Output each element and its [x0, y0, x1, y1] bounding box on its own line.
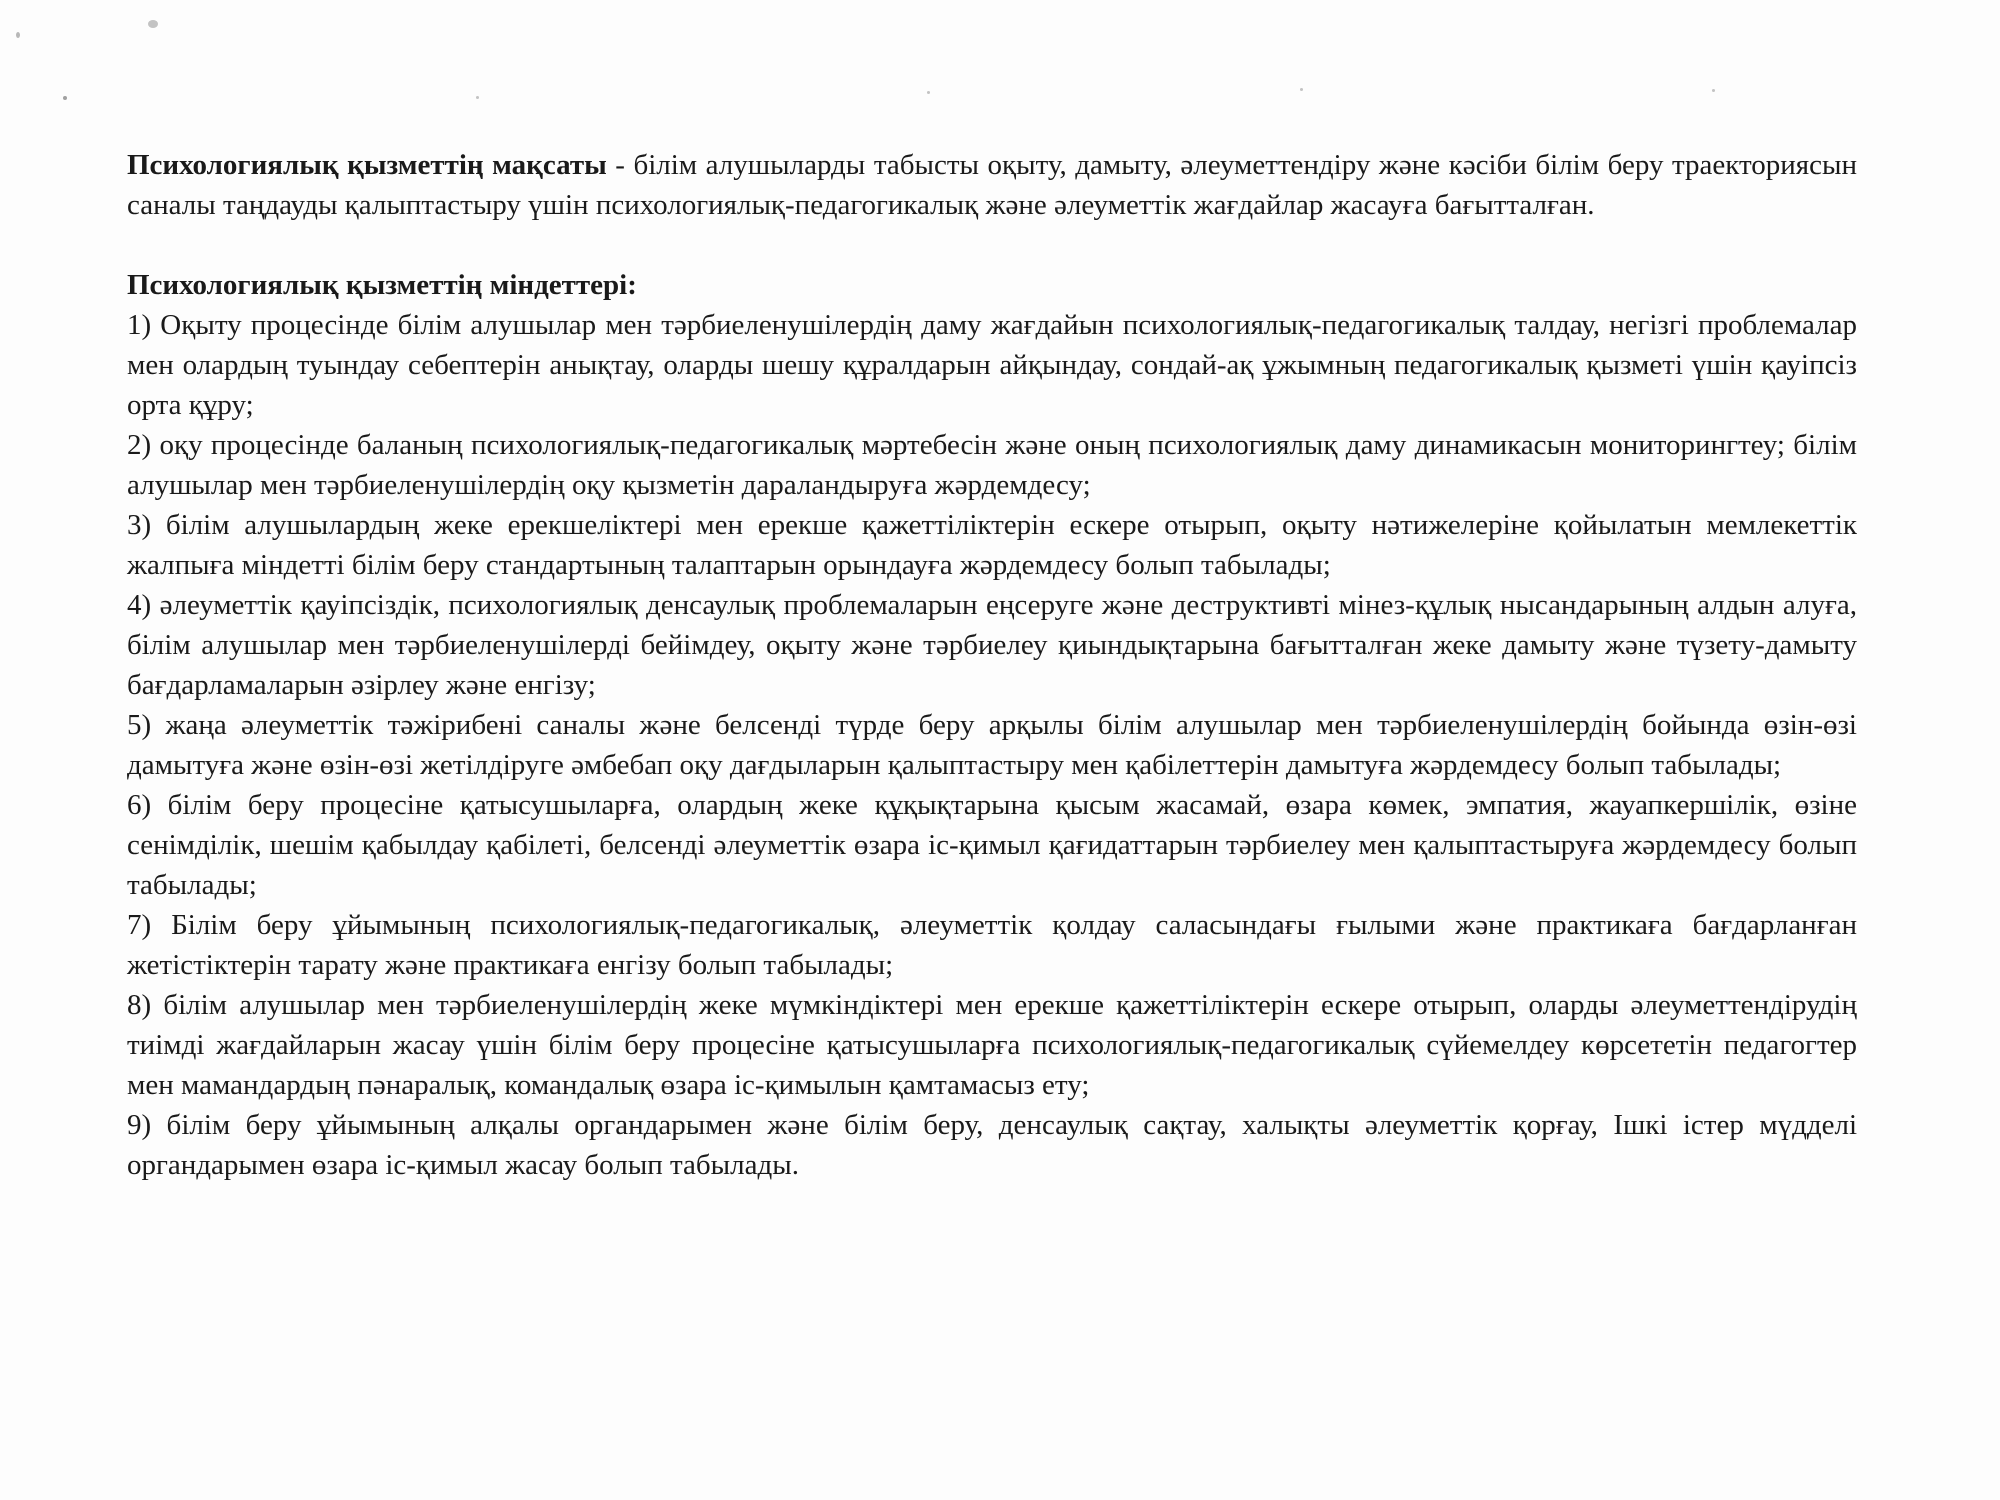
task-list	[127, 305, 1857, 1185]
scan-speck	[63, 96, 67, 100]
scan-speck	[927, 91, 930, 94]
task-item-1: 1) Оқыту процесінде білім алушылар мен тәрбиеленушілердің даму жағдайын психологиялық-педагогикалық талдау, негізгі проблемалар мен олардың туындау себептерін анықтау, оларды шешу құралдарын айқындау, сондай-ақ ұжымның педагогикалық қызметі үшін қауіпсіз орта құру;	[127, 309, 1857, 421]
goal-text: білім алушыларды табысты оқыту, дамыту, әлеуметтендіру және кәсіби білім беру траекториясын саналы таңдауды қалыптастыру үшін психологиялық-педагогикалық және әлеуметтік жағдайлар жасауға бағытталған.	[127, 149, 1857, 221]
goal-separator: -	[606, 149, 634, 181]
task-item-5: 5) жаңа әлеуметтік тәжірибені саналы және белсенді түрде беру арқылы білім алушылар мен тәрбиеленушілердің бойында өзін-өзі дамытуға және өзін-өзі жетілдіруге әмбебап оқу дағдыларын қалыптастыру мен қабілеттерін дамытуға жәрдемдесу болып табылады;	[127, 709, 1857, 781]
task-item-9: 9) білім беру ұйымының алқалы органдарымен және білім беру, денсаулық сақтау, халықты әлеуметтік қорғау, Ішкі істер мүдделі органдарымен өзара іс-қимыл жасау болып табылады.	[127, 1109, 1857, 1181]
task-item-4: 4) әлеуметтік қауіпсіздік, психологиялық денсаулық проблемаларын еңсеруге және деструктивті мінез-құлық нысандарының алдын алуға, білім алушылар мен тәрбиеленушілерді бейімдеу, оқыту және тәрбиелеу қиындықтарына бағытталған жеке дамыту және түзету-дамыту бағдарламаларын әзірлеу және енгізу;	[127, 589, 1857, 701]
goal-paragraph	[127, 145, 1857, 225]
scan-speck	[148, 20, 158, 28]
scan-speck	[16, 32, 20, 38]
tasks-heading: Психологиялық қызметтің міндеттері:	[127, 269, 637, 301]
goal-heading: Психологиялық қызметтің мақсаты	[127, 149, 607, 181]
scan-speck	[1712, 89, 1715, 92]
task-item-3: 3) білім алушылардың жеке ерекшеліктері мен ерекше қажеттіліктерін ескере отырып, оқыту нәтижелеріне қойылатын мемлекеттік жалпыға міндетті білім беру стандартының талаптарын орындауға жәрдемдесу болып табылады;	[127, 509, 1857, 581]
task-item-2: 2) оқу процесінде баланың психологиялық-педагогикалық мәртебесін және оның психологиялық даму динамикасын мониторингтеу; білім алушылар мен тәрбиеленушілердің оқу қызметін дараландыруға жәрдемдесу;	[127, 429, 1857, 501]
scan-speck	[1300, 88, 1303, 91]
task-item-7: 7) Білім беру ұйымының психологиялық-педагогикалық, әлеуметтік қолдау саласындағы ғылыми және практикаға бағдарланған жетістіктерін тарату және практикаға енгізу болып табылады;	[127, 909, 1857, 981]
task-item-6: 6) білім беру процесіне қатысушыларға, олардың жеке құқықтарына қысым жасамай, өзара көмек, эмпатия, жауапкершілік, өзіне сенімділік, шешім қабылдау қабілеті, белсенді әлеуметтік өзара іс-қимыл қағидаттарын тәрбиелеу мен қалыптастыруға жәрдемдесу болып табылады;	[127, 789, 1857, 901]
scan-speck	[476, 96, 479, 99]
document-body	[127, 145, 1857, 1185]
task-item-8: 8) білім алушылар мен тәрбиеленушілердің жеке мүмкіндіктері мен ерекше қажеттіліктерін ескере отырып, оларды әлеуметтендірудің тиімді жағдайларын жасау үшін білім беру процесіне қатысушыларға психологиялық-педагогикалық сүйемелдеу көрсететін педагогтер мен мамандардың пәнаралық, командалық өзара іс-қимылын қамтамасыз ету;	[127, 989, 1857, 1101]
